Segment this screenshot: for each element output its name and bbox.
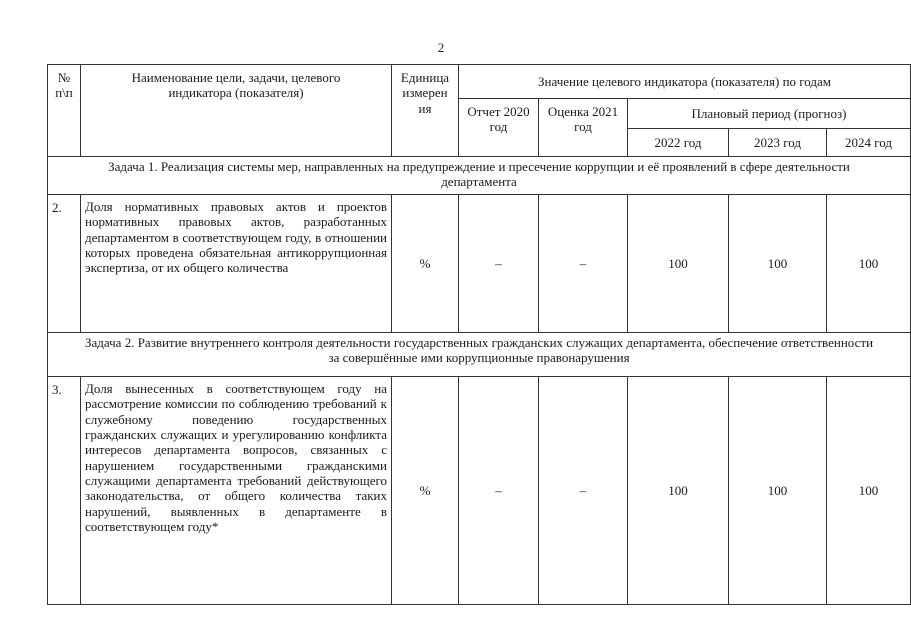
- header-2023: 2023 год: [729, 129, 827, 157]
- header-row-1: [48, 65, 911, 99]
- value-2022: 100: [628, 377, 729, 605]
- indicator-name: Доля вынесенных в соответствующем году на рассмотрение комиссии по соблюдению требований к служебному поведению государственных гражданских служащих и урегулированию конфликта интересов департамента вопросов, связанных с нарушением государственными гражданскими служащими департамента требований действующего законодательства, от общего количества таких нарушений, выявленных в департаменте в соответствующем году*: [81, 377, 392, 605]
- task-1-title: Задача 1. Реализация системы мер, направленных на предупреждение и пресечение коррупции и её проявлений в сфере деятельности департамента: [48, 157, 911, 195]
- header-report: Отчет 2020 год: [459, 99, 539, 157]
- value-2023: 100: [729, 377, 827, 605]
- header-2024: 2024 год: [827, 129, 911, 157]
- header-name: Наименование цели, задачи, целевого индикатора (показателя): [81, 65, 392, 157]
- table-row: [48, 377, 911, 605]
- header-values-group: Значение целевого индикатора (показателя) по годам: [459, 65, 911, 99]
- row-number: 3.: [48, 377, 81, 605]
- indicators-table: [47, 64, 911, 605]
- header-num: № п\п: [48, 65, 81, 157]
- value-estimate-2021: –: [539, 195, 628, 333]
- table-row: [48, 195, 911, 333]
- value-2022: 100: [628, 195, 729, 333]
- indicator-name: Доля нормативных правовых актов и проектов нормативных правовых актов, разработанных департаментом в соответствующем году, в отношении которых проведена обязательная антикоррупционная экспертиза, от их общего количества: [81, 195, 392, 333]
- value-2024: 100: [827, 195, 911, 333]
- value-report-2020: –: [459, 377, 539, 605]
- header-plan-group: Плановый период (прогноз): [628, 99, 911, 129]
- page-number: 2: [437, 40, 445, 55]
- value-report-2020: –: [459, 195, 539, 333]
- header-unit: Единица измерен ия: [392, 65, 459, 157]
- indicator-unit: %: [392, 195, 459, 333]
- indicator-unit: %: [392, 377, 459, 605]
- value-estimate-2021: –: [539, 377, 628, 605]
- header-estimate: Оценка 2021 год: [539, 99, 628, 157]
- header-2022: 2022 год: [628, 129, 729, 157]
- task-2-title: Задача 2. Развитие внутреннего контроля деятельности государственных гражданских служащих департамента, обеспечение ответственности за совершённые ими коррупционные правонарушения: [48, 333, 911, 377]
- value-2024: 100: [827, 377, 911, 605]
- value-2023: 100: [729, 195, 827, 333]
- task-row: [48, 157, 911, 195]
- row-number: 2.: [48, 195, 81, 333]
- task-row: [48, 333, 911, 377]
